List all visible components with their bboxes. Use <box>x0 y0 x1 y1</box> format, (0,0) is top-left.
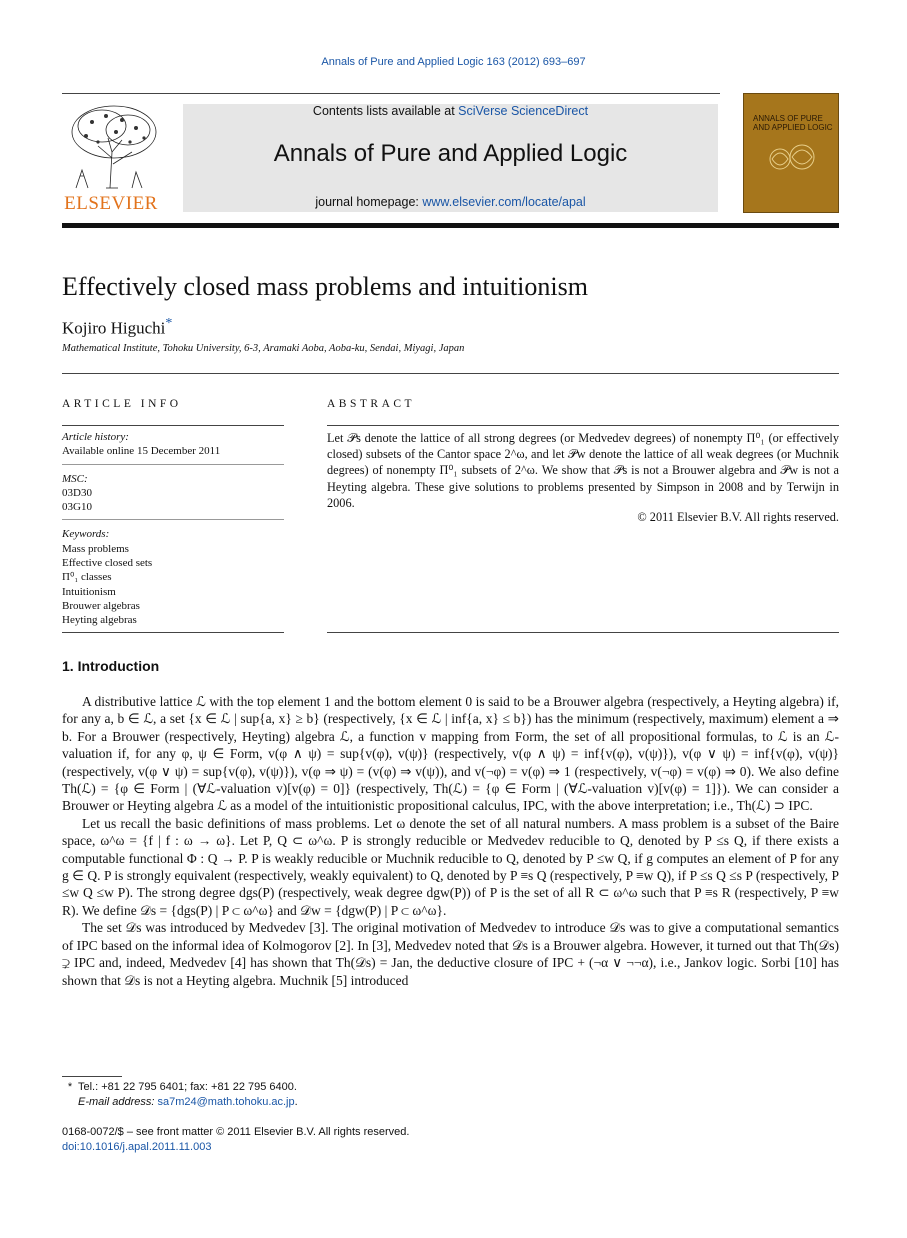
contents-line: Contents lists available at SciVerse ScienceDirect <box>312 104 589 118</box>
abstract-end-rule <box>327 632 839 633</box>
paragraph: Let us recall the basic definitions of mass problems. Let ω denote the set of all natural numbers. A mass problem is a subset of the Baire space, ω^ω = {f | f : ω → ω}. Let P, Q ⊂ ω^ω. P is strongly reducible or Medvedev reducible to Q, denoted by P ≤s Q, if there exists a computable functional Φ : Q → P. P is weakly reducible or Muchnik reducible to Q, denoted by P ≤w Q, if g computes an element of P for any g ∈ Q. P is strongly equivalent (respectively, weakly equivalent) to Q, denoted by P ≡s Q (respectively, P ≡w Q), if P ≤s Q ≤s P (respectively, P ≤w Q ≤w P). The strong degree dgs(P) (respectively, weak degree dgw(P)) of P is the set of all R ⊂ ω^ω such that P ≡s R (respectively, P ≡w R). We define 𝒟s = {dgs(P) | P ⊂ ω^ω} and 𝒟w = {dgw(P) | P ⊂ ω^ω}. <box>62 815 839 918</box>
footnote-contact: Tel.: +81 22 795 6401; fax: +81 22 795 6400. <box>78 1081 297 1093</box>
article-history: Article history: Available online 15 December 2011 <box>62 430 284 465</box>
cover-emblem-icon <box>764 139 820 179</box>
article-info-heading: ARTICLE INFO <box>62 398 182 410</box>
msc-code: 03G10 <box>62 501 92 514</box>
journal-name: Annals of Pure and Applied Logic <box>273 140 628 167</box>
section-heading-introduction: 1. Introduction <box>62 658 160 674</box>
journal-homepage-link[interactable]: www.elsevier.com/locate/apal <box>422 195 586 209</box>
keywords: Keywords: Mass problems Effective closed sets Π⁰₁ classes Intuitionism Brouwer algebras Heyting algebras <box>62 527 284 632</box>
issn-line: 0168-0072/$ – see front matter © 2011 Elsevier B.V. All rights reserved. <box>62 1126 410 1138</box>
author-footnote: * Tel.: +81 22 795 6401; fax: +81 22 795 6400. E-mail address: sa7m24@math.tohoku.ac.jp. <box>62 1080 298 1110</box>
abstract-copyright: © 2011 Elsevier B.V. All rights reserved. <box>637 510 839 524</box>
footnote-mark: * <box>67 1081 73 1093</box>
abstract-text: Let 𝒫s denote the lattice of all strong degrees (or Medvedev degrees) of nonempty Π⁰₁ (or effectively closed) subsets of the Cantor space 2^ω, and let 𝒫w denote the lattice of all weak degrees (or Muchnik degrees) of nonempty Π⁰₁ subsets of 2^ω. We show that 𝒫s is not a Brouwer algebra and 𝒫w is not a Heyting algebra. These give solutions to problems presented by Simpson in 2008 and by Terwijn in 2006. <box>327 431 839 510</box>
paragraph: A distributive lattice ℒ with the top element 1 and the bottom element 0 is said to be a Brouwer algebra (respectively, a Heyting algebra) if, for any a, b ∈ ℒ, a set {x ∈ ℒ | sup{a, x} ≥ b} (respectively, {x ∈ ℒ | inf{a, x} ≤ b}) has the minimum (respectively, maximum) element a ⇒ b. For a Brouwer (respectively, Heyting) algebra ℒ, a function v mapping from Form, the set of all propositional formulas, to ℒ is an ℒ-valuation if, for any φ, ψ ∈ Form, v(φ ∧ ψ) = sup{v(φ), v(ψ)} (respectively, v(φ ∧ ψ) = inf{v(φ), v(ψ)}), v(φ ∨ ψ) = inf{v(φ), v(ψ)} (respectively, v(φ ∨ ψ) = sup{v(φ), v(ψ)}), v(φ ⇒ ψ) = (v(φ) ⇒ v(ψ)), and v(¬φ) = v(φ) ⇒ 1 (respectively, v(¬φ) = v(φ) ⇒ 0). We also define Th(ℒ) = {φ ∈ Form | (∀ℒ-valuation v)[v(φ) = 0]} (respectively, Th(ℒ) = {φ ∈ Form | (∀ℒ-valuation v)[v(φ) = 1]}). We can consider a Brouwer or Heyting algebra ℒ as a model of the intuitionistic propositional calculus, IPC, with the above interpretation; i.e., Th(ℒ) ⊃ IPC. <box>62 694 839 814</box>
page-footer <box>62 1125 409 1155</box>
keyword: Π⁰₁ classes <box>62 571 112 584</box>
cover-title: ANNALS OF PURE AND APPLIED LOGIC <box>753 114 833 132</box>
msc-codes: MSC: 03D30 03G10 <box>62 472 284 521</box>
homepage-line: journal homepage: www.elsevier.com/locate/apal <box>315 195 586 209</box>
keyword: Brouwer algebras <box>62 599 140 612</box>
article-info-end-rule <box>62 632 284 633</box>
author-name: Kojiro Higuchi* <box>62 316 173 338</box>
article-title: Effectively closed mass problems and intuitionism <box>62 272 588 301</box>
keyword: Heyting algebras <box>62 614 137 627</box>
elsevier-wordmark: ELSEVIER <box>64 193 158 214</box>
author-email-link[interactable]: sa7m24@math.tohoku.ac.jp <box>157 1096 295 1108</box>
keyword: Intuitionism <box>62 585 116 598</box>
keyword: Effective closed sets <box>62 557 153 570</box>
author-affiliation: Mathematical Institute, Tohoku University, 6-3, Aramaki Aoba, Aoba-ku, Sendai, Miyagi, Japan <box>62 343 465 354</box>
header-thick-rule <box>62 223 839 228</box>
doi-link[interactable]: doi:10.1016/j.apal.2011.11.003 <box>62 1141 212 1153</box>
article-info <box>62 430 284 640</box>
paragraph: The set 𝒟s was introduced by Medvedev [3]. The original motivation of Medvedev to introduce 𝒟s was to give a computational semantics of IPC based on the informal idea of Kolmogorov [2]. In [3], Medvedev noted that 𝒟s is a Brouwer algebra. However, it turned out that Th(𝒟s) ⊋ IPC and, indeed, Medvedev [4] has shown that Th(𝒟s) = Jan, the deductive closure of IPC + (¬α ∨ ¬¬α), i.e., Jankov logic. Sorbi [10] has shown that 𝒟s is not a Heyting algebra. Muchnik [5] introduced <box>62 920 839 988</box>
msc-code: 03D30 <box>62 486 92 499</box>
header-rule <box>62 93 720 94</box>
article-info-rule <box>62 425 284 426</box>
abstract-rule <box>327 425 839 426</box>
keyword: Mass problems <box>62 542 129 555</box>
sciencedirect-link[interactable]: SciVerse ScienceDirect <box>458 104 589 118</box>
abstract-heading: ABSTRACT <box>327 398 416 410</box>
journal-citation[interactable]: Annals of Pure and Applied Logic 163 (2012) 693–697 <box>321 56 586 68</box>
author-footnote-mark[interactable]: * <box>165 316 173 331</box>
journal-cover-thumbnail[interactable] <box>743 93 839 213</box>
affiliation-rule <box>62 373 839 374</box>
body-text <box>62 693 839 989</box>
footnote-rule <box>62 1076 122 1077</box>
